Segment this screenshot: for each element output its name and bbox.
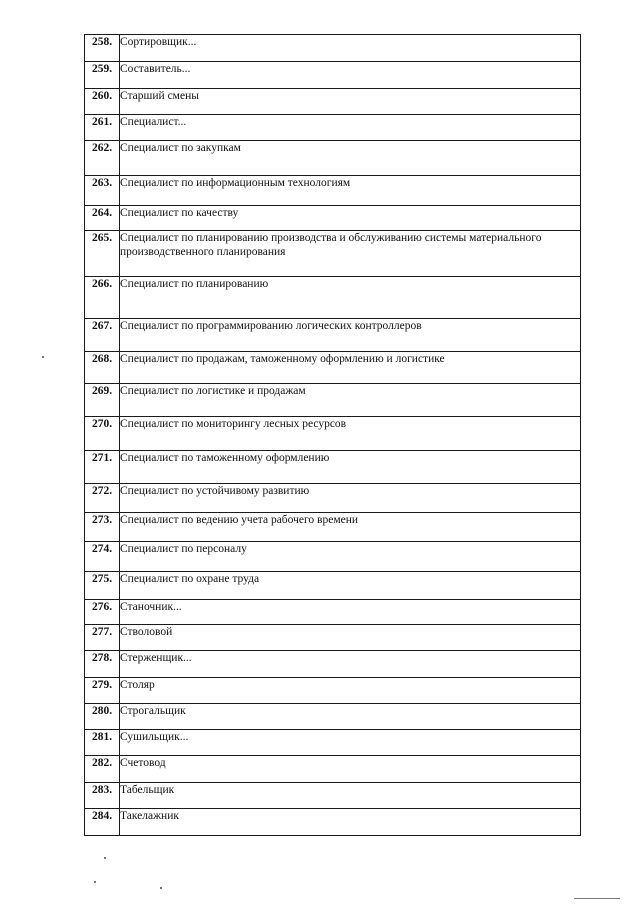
table-row <box>85 783 581 809</box>
table-row <box>85 141 581 176</box>
row-number: 282. <box>85 756 120 783</box>
row-profession-name: Специалист по программированию логических контроллеров <box>120 319 581 352</box>
row-number: 264. <box>85 206 120 231</box>
row-number: 280. <box>85 704 120 730</box>
row-profession-name: Стерженщик... <box>120 651 581 678</box>
profession-list-body <box>85 35 581 836</box>
row-profession-name: Стволовой <box>120 625 581 651</box>
table-row <box>85 542 581 572</box>
row-number: 279. <box>85 678 120 704</box>
row-number: 276. <box>85 600 120 625</box>
table-row <box>85 572 581 600</box>
row-profession-name: Составитель... <box>120 62 581 89</box>
row-number: 284. <box>85 809 120 836</box>
table-row <box>85 625 581 651</box>
row-number: 281. <box>85 730 120 756</box>
table-row <box>85 115 581 141</box>
row-profession-name: Табельщик <box>120 783 581 809</box>
row-profession-name: Сортировщик... <box>120 35 581 62</box>
row-profession-name: Старший смены <box>120 89 581 115</box>
table-row <box>85 352 581 384</box>
row-profession-name: Строгальщик <box>120 704 581 730</box>
row-number: 270. <box>85 417 120 451</box>
row-profession-name: Специалист по персоналу <box>120 542 581 572</box>
row-number: 262. <box>85 141 120 176</box>
table-row <box>85 484 581 513</box>
row-profession-name: Специалист по закупкам <box>120 141 581 176</box>
table-row <box>85 756 581 783</box>
row-profession-name: Специалист по планированию производства и обслуживанию системы материального производственного планирования <box>120 231 581 277</box>
table-row <box>85 231 581 277</box>
row-profession-name: Счетовод <box>120 756 581 783</box>
row-number: 267. <box>85 319 120 352</box>
row-profession-name: Специалист по таможенному оформлению <box>120 451 581 484</box>
row-profession-name: Специалист по информационным технологиям <box>120 176 581 206</box>
scan-dot <box>160 887 162 889</box>
row-profession-name: Специалист по качеству <box>120 206 581 231</box>
row-number: 272. <box>85 484 120 513</box>
table-row <box>85 319 581 352</box>
scan-line <box>574 898 620 899</box>
table-row <box>85 176 581 206</box>
row-profession-name: Такелажник <box>120 809 581 836</box>
row-number: 274. <box>85 542 120 572</box>
scan-dot <box>104 857 106 859</box>
row-number: 263. <box>85 176 120 206</box>
profession-list-table <box>84 34 581 836</box>
table-row <box>85 730 581 756</box>
row-number: 283. <box>85 783 120 809</box>
scan-dot <box>42 356 44 358</box>
table-row <box>85 809 581 836</box>
row-profession-name: Специалист по ведению учета рабочего времени <box>120 513 581 542</box>
row-number: 266. <box>85 277 120 319</box>
row-profession-name: Специалист по охране труда <box>120 572 581 600</box>
row-number: 275. <box>85 572 120 600</box>
row-profession-name: Специалист по устойчивому развитию <box>120 484 581 513</box>
table-row <box>85 62 581 89</box>
table-row <box>85 417 581 451</box>
row-profession-name: Станочник... <box>120 600 581 625</box>
table-row <box>85 206 581 231</box>
table-row <box>85 651 581 678</box>
row-number: 278. <box>85 651 120 678</box>
table-row <box>85 600 581 625</box>
row-number: 271. <box>85 451 120 484</box>
row-number: 261. <box>85 115 120 141</box>
table-row <box>85 704 581 730</box>
row-number: 259. <box>85 62 120 89</box>
row-number: 269. <box>85 384 120 417</box>
table-row <box>85 678 581 704</box>
row-number: 260. <box>85 89 120 115</box>
table-row <box>85 35 581 62</box>
table-row <box>85 451 581 484</box>
row-profession-name: Специалист по продажам, таможенному оформлению и логистике <box>120 352 581 384</box>
row-number: 277. <box>85 625 120 651</box>
row-number: 273. <box>85 513 120 542</box>
row-number: 268. <box>85 352 120 384</box>
row-profession-name: Специалист по логистике и продажам <box>120 384 581 417</box>
row-profession-name: Специалист по мониторингу лесных ресурсов <box>120 417 581 451</box>
table-row <box>85 384 581 417</box>
row-number: 258. <box>85 35 120 62</box>
row-profession-name: Специалист по планированию <box>120 277 581 319</box>
row-profession-name: Специалист... <box>120 115 581 141</box>
table-row <box>85 277 581 319</box>
row-profession-name: Сушильщик... <box>120 730 581 756</box>
row-number: 265. <box>85 231 120 277</box>
row-profession-name: Столяр <box>120 678 581 704</box>
table-row <box>85 513 581 542</box>
scan-dot <box>94 881 96 883</box>
table-row <box>85 89 581 115</box>
